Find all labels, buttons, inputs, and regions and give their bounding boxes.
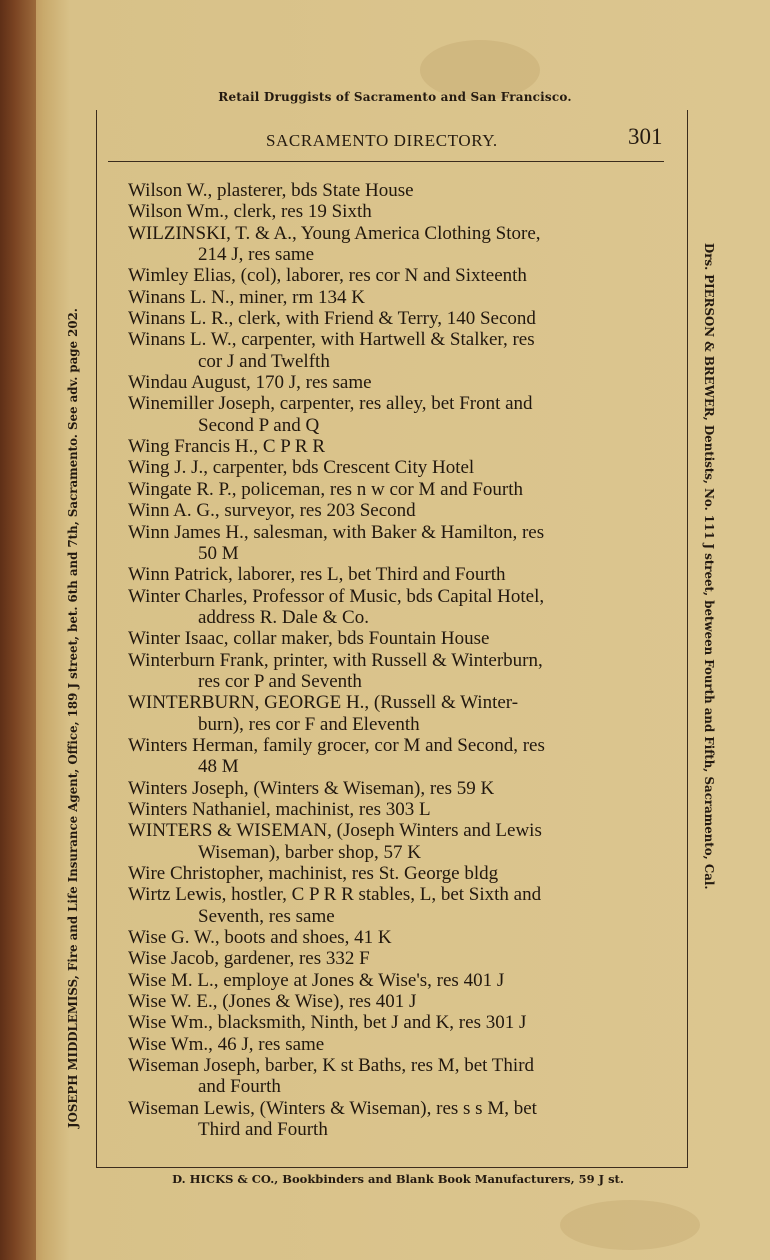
entry-line: Winn Patrick, laborer, res L, bet Third and Fourth [128,564,506,586]
top-advertisement: Retail Druggists of Sacramento and San Francisco. [218,90,572,104]
right-margin-advertisement: Drs. PIERSON & BREWER, Dentists, No. 111 J street, between Fourth and Fifth, Sacramento, Cal. [702,243,716,890]
entry-line: Wilson W., plasterer, bds State House [128,180,414,201]
entry-continuation-line: cor J and Twelfth [198,350,330,372]
book-spine-shadow [0,0,36,1260]
directory-entry [128,1012,668,1033]
entry-continuation-line: burn), res cor F and Eleventh [198,713,420,735]
entry-line: Winn A. G., surveyor, res 203 Second [128,500,416,522]
directory-entry [128,329,668,372]
directory-entry [128,628,668,649]
entry-line: Winans L. W., carpenter, with Hartwell & Stalker, res [128,329,535,351]
directory-entry [128,863,668,884]
entry-line: Winans L. R., clerk, with Friend & Terry, 140 Second [128,308,536,330]
directory-entry [128,650,668,693]
entry-line: Wise G. W., boots and shoes, 41 K [128,927,392,949]
entry-continuation-line: 50 M [198,542,239,564]
entry-line: Winter Isaac, collar maker, bds Fountain House [128,628,490,650]
directory-entry [128,1034,668,1055]
entry-continuation-line: Wiseman), barber shop, 57 K [198,841,421,863]
entry-continuation-line: Third and Fourth [198,1119,328,1141]
entry-line: Wiseman Lewis, (Winters & Wiseman), res s s M, bet [128,1097,537,1119]
entry-continuation-line: Seventh, res same [198,905,335,927]
directory-entry [128,201,668,222]
left-margin-advertisement: JOSEPH MIDDLEMISS, Fire and Life Insurance Agent, Office, 189 J street, bet. 6th and 7th, Sacramento. See adv. page 202. [66,308,80,1128]
running-head: SACRAMENTO DIRECTORY. [266,131,498,150]
entry-line: Wise Wm., 46 J, res same [128,1033,325,1055]
entry-line: WINTERBURN, GEORGE H., (Russell & Winter- [128,692,519,714]
directory-entry [128,1098,668,1141]
directory-entry [128,372,668,393]
entry-line: Winemiller Joseph, carpenter, res alley, bet Front and [128,393,533,415]
entry-continuation-line: address R. Dale & Co. [198,606,369,628]
directory-entry [128,884,668,927]
entry-line: Winter Charles, Professor of Music, bds Capital Hotel, [128,585,545,607]
page-number: 301 [628,124,663,149]
directory-entry [128,1055,668,1098]
entry-line: Wise Jacob, gardener, res 332 F [128,948,370,970]
entry-line: Winn James H., salesman, with Baker & Hamilton, res [128,521,545,543]
entry-line: Wing J. J., carpenter, bds Crescent City Hotel [128,457,475,479]
directory-entry [128,692,668,735]
entry-line: Winters Herman, family grocer, cor M and Second, res [128,734,545,756]
entry-line: Wire Christopher, machinist, res St. George bldg [128,863,499,884]
entry-line: Wingate R. P., policeman, res n w cor M and Fourth [128,478,524,500]
directory-entry [128,778,668,799]
entry-continuation-line: res cor P and Seventh [198,670,362,692]
directory-entry [128,564,668,585]
entry-line: WINTERS & WISEMAN, (Joseph Winters and Lewis [128,820,542,842]
entry-continuation-line: 48 M [198,756,239,778]
entry-line: Winters Nathaniel, machinist, res 303 L [128,798,431,820]
directory-entry [128,436,668,457]
directory-entry [128,799,668,820]
directory-entry [128,586,668,629]
directory-entry [128,735,668,778]
directory-entry [128,991,668,1012]
entry-line: Wise W. E., (Jones & Wise), res 401 J [128,991,417,1013]
directory-entry [128,180,668,201]
entry-line: Winters Joseph, (Winters & Wiseman), res 59 K [128,777,495,799]
directory-entry [128,927,668,948]
entry-continuation-line: Second P and Q [198,414,320,436]
entry-line: Wilson Wm., clerk, res 19 Sixth [128,201,372,223]
directory-entry [128,393,668,436]
directory-entry [128,479,668,500]
directory-entry [128,457,668,478]
entry-line: Wirtz Lewis, hostler, C P R R stables, L, bet Sixth and [128,884,542,906]
directory-entry [128,265,668,286]
paper-stain [560,1200,700,1250]
entry-line: Wiseman Joseph, barber, K st Baths, res M, bet Third [128,1055,535,1077]
entry-line: Wing Francis H., C P R R [128,436,325,458]
entry-line: WILZINSKI, T. & A., Young America Clothing Store, [128,222,541,244]
directory-entry [128,948,668,969]
directory-entry [128,287,668,308]
entry-line: Winterburn Frank, printer, with Russell & Winterburn, [128,649,543,671]
header-rule [108,161,664,162]
directory-entries [128,180,668,1140]
entry-continuation-line: and Fourth [198,1076,281,1098]
bottom-advertisement: D. HICKS & CO., Bookbinders and Blank Book Manufacturers, 59 J st. [172,1172,624,1186]
entry-continuation-line: 214 J, res same [198,244,315,266]
directory-entry [128,522,668,565]
entry-line: Wise Wm., blacksmith, Ninth, bet J and K, res 301 J [128,1012,527,1034]
directory-entry [128,308,668,329]
directory-entry [128,820,668,863]
directory-entry [128,970,668,991]
entry-line: Wimley Elias, (col), laborer, res cor N and Sixteenth [128,265,527,287]
entry-line: Windau August, 170 J, res same [128,372,372,394]
entry-line: Winans L. N., miner, rm 134 K [128,286,365,308]
directory-entry [128,500,668,521]
entry-line: Wise M. L., employe at Jones & Wise's, res 401 J [128,969,505,991]
directory-entry [128,223,668,266]
